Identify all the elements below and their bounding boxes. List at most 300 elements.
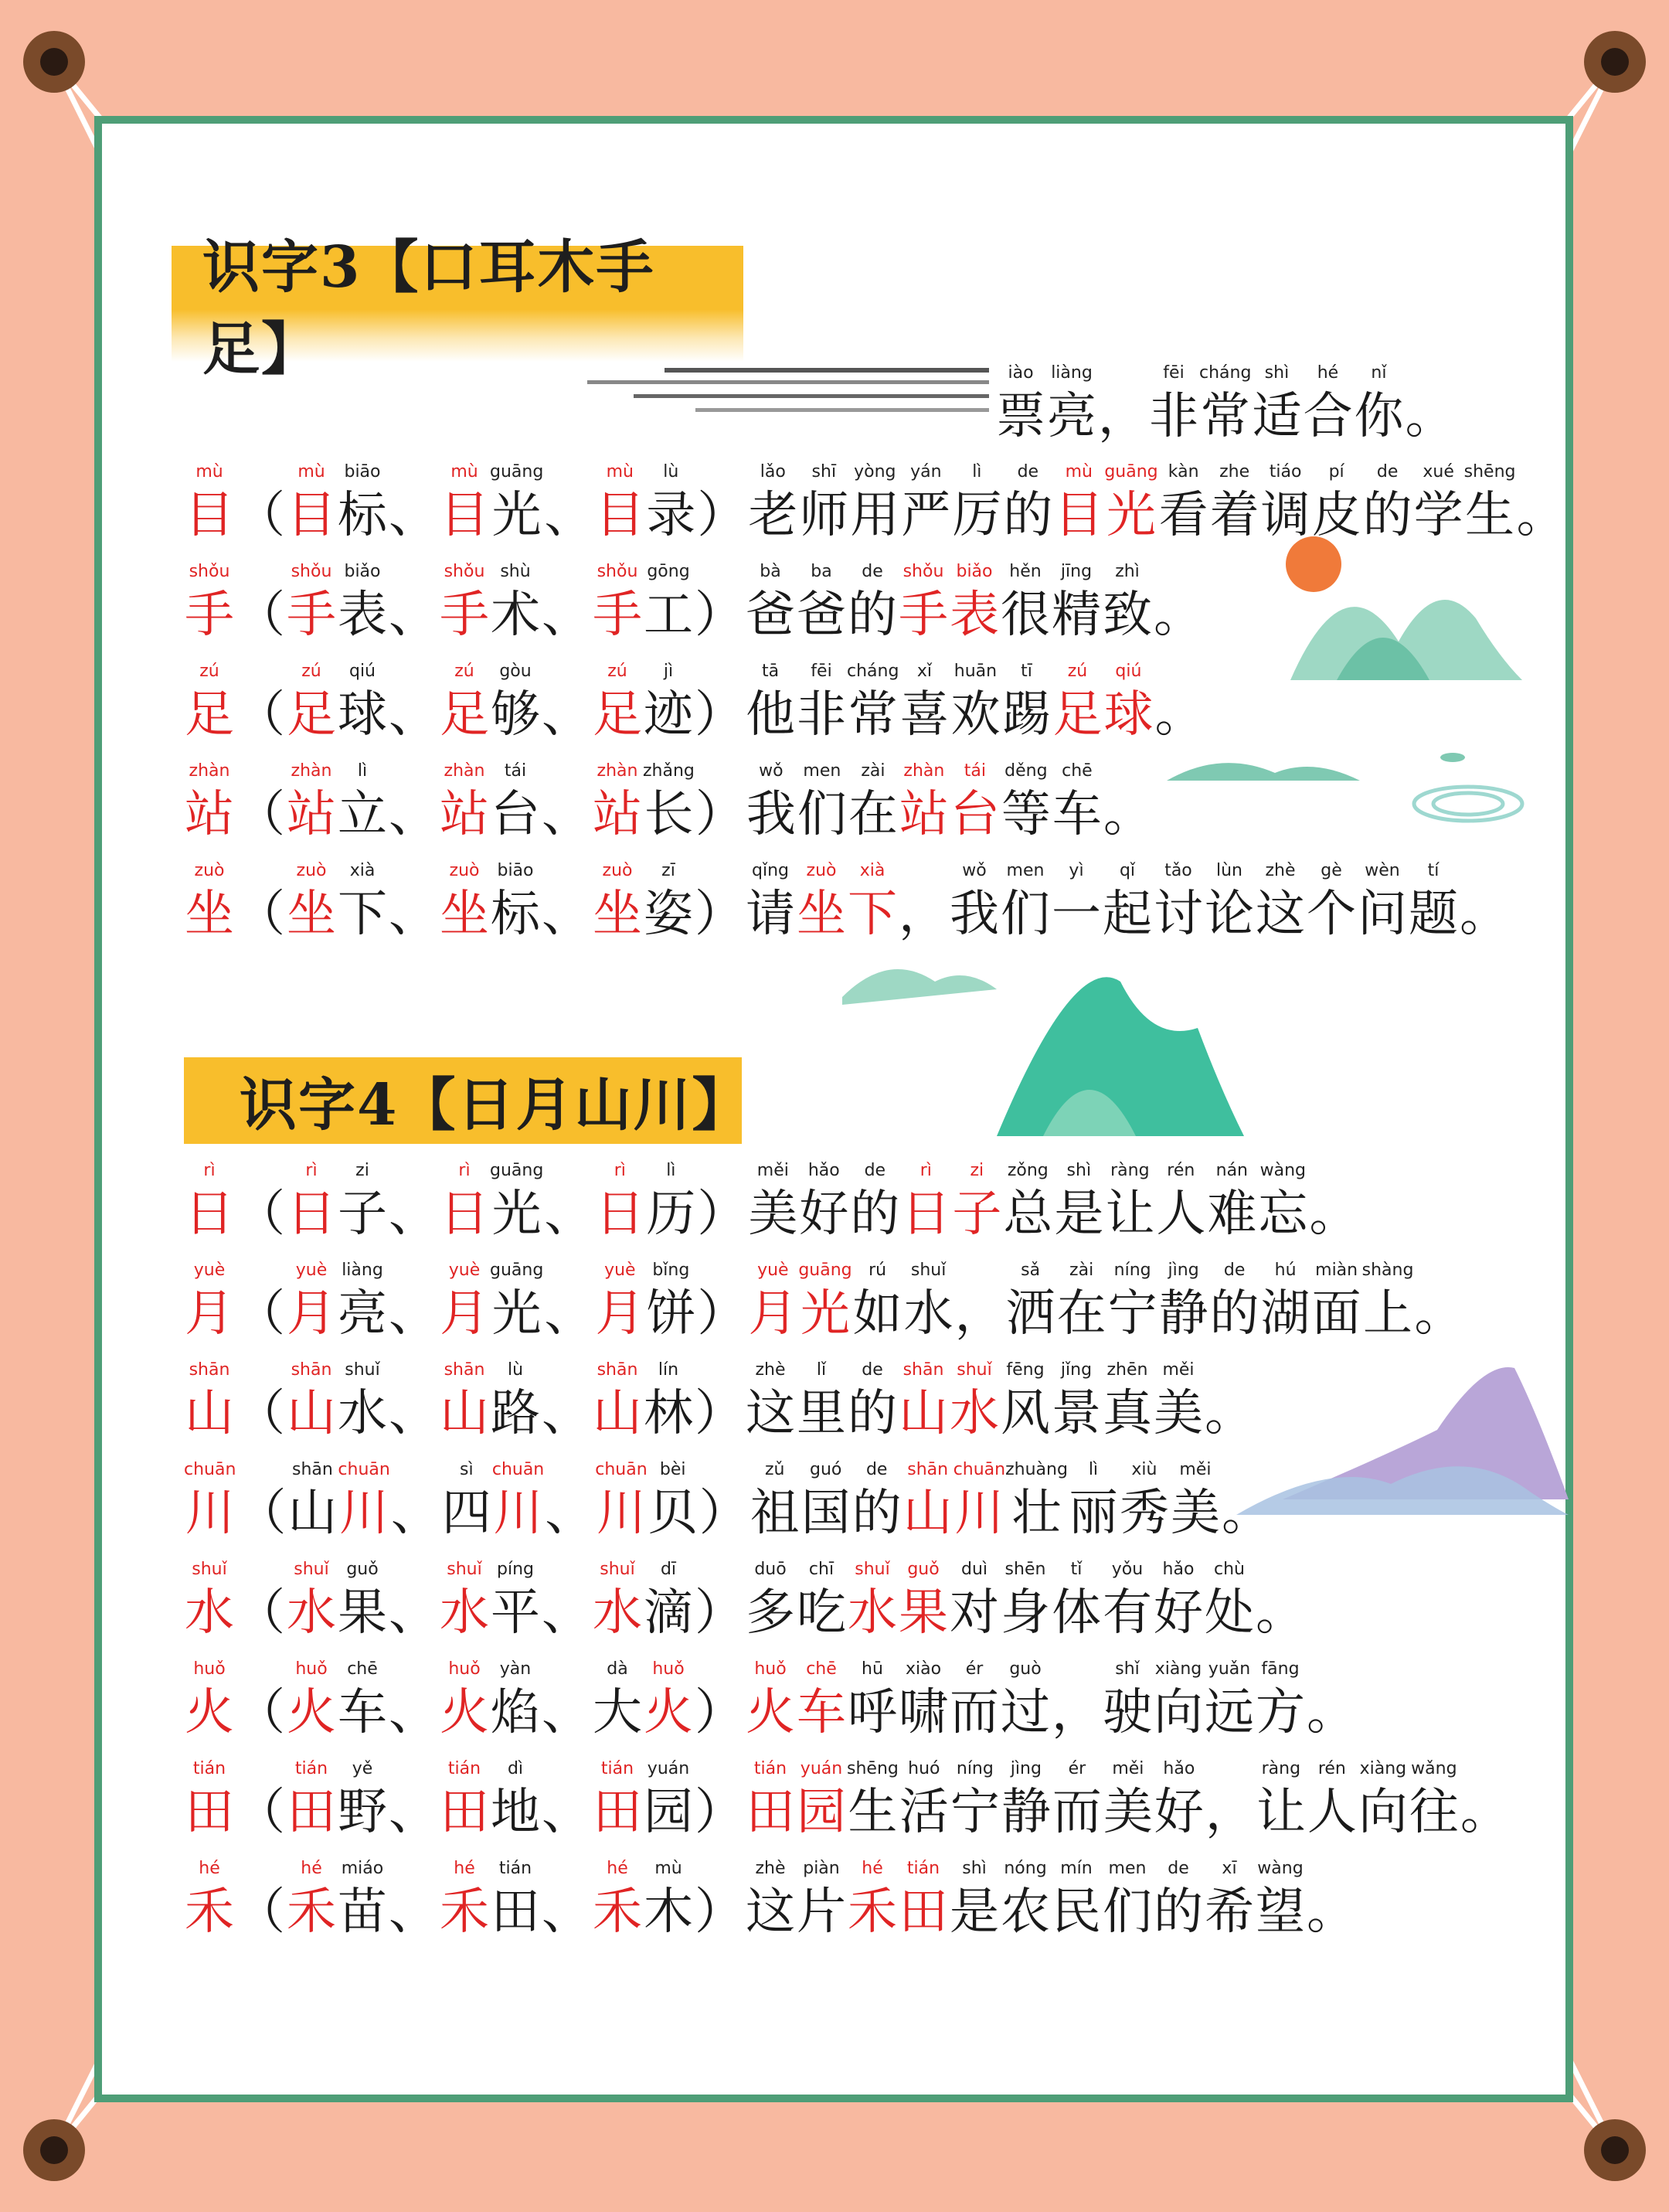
hanzi-char: ） — [695, 686, 744, 744]
pinyin-label: zú — [1067, 662, 1088, 681]
pinyin-label: de — [1017, 462, 1039, 482]
character-with-pinyin — [1102, 1558, 1153, 1645]
punctuation — [543, 1159, 594, 1246]
pinyin-label: zhēn — [1106, 1360, 1148, 1380]
hanzi-char: 着 — [1209, 487, 1259, 544]
vocab-row — [184, 1558, 1306, 1645]
hanzi-char: 、 — [389, 1684, 438, 1741]
pinyin-label: tián — [600, 1759, 634, 1778]
hanzi-char: 景 — [1052, 1385, 1101, 1442]
punctuation — [1459, 859, 1510, 946]
character-with-pinyin — [1260, 1259, 1311, 1346]
hanzi-char: 生 — [848, 1784, 898, 1841]
hanzi-char: 路 — [491, 1385, 540, 1442]
pinyin-label: yuè — [604, 1261, 636, 1280]
hanzi-char: 坐 — [797, 886, 846, 943]
hanzi-char: （ — [236, 1784, 285, 1841]
character-with-pinyin — [439, 859, 490, 946]
hanzi-char: 、 — [389, 587, 438, 644]
pinyin-label: ràng — [1261, 1759, 1301, 1778]
pinyin-label: huó — [908, 1759, 940, 1778]
pinyin-label: de — [865, 1460, 888, 1479]
character-with-pinyin — [490, 1658, 541, 1744]
punctuation — [235, 560, 286, 647]
character-with-pinyin — [492, 1458, 544, 1545]
punctuation — [1154, 660, 1205, 747]
hanzi-char: 而 — [950, 1684, 999, 1741]
character-with-pinyin — [1362, 1259, 1414, 1346]
character-with-pinyin — [900, 1159, 951, 1246]
pinyin-label: rì — [203, 1161, 216, 1180]
hanzi-char: 地 — [491, 1784, 540, 1841]
hanzi-char: 我 — [746, 786, 796, 843]
punctuation — [694, 1359, 745, 1445]
hanzi-char: 、 — [544, 1186, 594, 1243]
character-with-pinyin — [643, 560, 694, 647]
pinyin-label: qǐ — [1119, 861, 1136, 880]
character-with-pinyin — [951, 461, 1002, 547]
hanzi-char: 迹 — [644, 686, 693, 744]
hanzi-char: ， — [1052, 1684, 1101, 1741]
pinyin-label: wǒ — [759, 761, 784, 781]
hanzi-char: 希 — [1205, 1884, 1254, 1941]
character-with-pinyin — [1053, 461, 1104, 547]
pinyin-label: píng — [497, 1560, 534, 1579]
punctuation — [1306, 1857, 1357, 1944]
pinyin-label: shēng — [847, 1759, 899, 1778]
pinyin-label: yuè — [295, 1261, 328, 1280]
character-with-pinyin — [1170, 1458, 1221, 1545]
pinyin-label: jǐng — [1060, 1360, 1093, 1380]
hanzi-char: 川 — [596, 1485, 646, 1542]
character-with-pinyin — [337, 1259, 388, 1346]
hanzi-char: 等 — [1001, 786, 1051, 843]
pinyin-label: rén — [1317, 1759, 1346, 1778]
character-with-pinyin — [1051, 560, 1102, 647]
pinyin-label: zú — [199, 662, 219, 681]
character-with-pinyin — [1307, 1758, 1358, 1844]
hanzi-char: 台 — [950, 786, 1000, 843]
character-with-pinyin — [643, 1359, 694, 1445]
character-with-pinyin — [286, 859, 337, 946]
hanzi-char: 足 — [185, 686, 234, 744]
vocab-row — [184, 760, 1154, 846]
hanzi-char: 标 — [338, 487, 387, 544]
hanzi-char: 。 — [1414, 1285, 1464, 1343]
character-with-pinyin — [184, 1359, 235, 1445]
character-with-pinyin — [337, 461, 388, 547]
character-with-pinyin — [441, 1458, 492, 1545]
character-with-pinyin — [949, 1558, 1000, 1645]
punctuation — [541, 660, 592, 747]
hanzi-char: 大 — [593, 1684, 642, 1741]
hanzi-char: 田 — [491, 1884, 540, 1941]
character-with-pinyin — [439, 1857, 490, 1944]
pinyin-label: zhàn — [903, 761, 945, 781]
hanzi-char: 目 — [440, 487, 489, 544]
pinyin-label: shǒu — [291, 562, 332, 581]
hanzi-char: 湖 — [1260, 1285, 1310, 1343]
pinyin-label: jìng — [1010, 1759, 1042, 1778]
character-with-pinyin — [1052, 660, 1103, 747]
punctuation — [235, 660, 286, 747]
hanzi-char: 、 — [542, 1884, 591, 1941]
character-with-pinyin — [439, 1359, 490, 1445]
pinyin-label: hěn — [1009, 562, 1042, 581]
punctuation — [388, 1159, 439, 1246]
character-with-pinyin — [745, 560, 796, 647]
character-with-pinyin — [1102, 560, 1153, 647]
pinyin-label: mù — [297, 462, 325, 482]
character-with-pinyin — [1362, 461, 1413, 547]
hanzi-char: 学 — [1413, 487, 1463, 544]
hanzi-char: 。 — [1154, 686, 1205, 744]
character-with-pinyin — [950, 760, 1001, 846]
hanzi-char: 爸 — [797, 587, 846, 644]
character-with-pinyin — [899, 1758, 950, 1844]
pinyin-label: duō — [754, 1560, 787, 1579]
hanzi-char: 的 — [1003, 487, 1053, 544]
hanzi-char: 、 — [542, 587, 591, 644]
pinyin-label: shǒu — [444, 562, 485, 581]
character-with-pinyin — [847, 1558, 898, 1645]
pinyin-label: zǒng — [1007, 1161, 1049, 1180]
hanzi-char: 标 — [491, 886, 540, 943]
pinyin-label: huǒ — [754, 1659, 787, 1679]
pinyin-label: tián — [294, 1759, 328, 1778]
pinyin-label: guāng — [490, 1161, 544, 1180]
character-with-pinyin — [951, 1159, 1002, 1246]
hanzi-char: 美 — [1154, 1385, 1203, 1442]
hanzi-char: 向 — [1358, 1784, 1408, 1841]
hanzi-char: 禾 — [848, 1884, 897, 1941]
hanzi-char: 静 — [1001, 1784, 1051, 1841]
hanzi-char: 姿 — [644, 886, 693, 943]
hanzi-char: 录 — [646, 487, 696, 544]
character-with-pinyin — [592, 1857, 643, 1944]
hanzi-char: 踢 — [1001, 686, 1052, 744]
pinyin-label: mù — [1065, 462, 1093, 482]
motion-lines-decoration — [433, 363, 1004, 425]
punctuation — [694, 1758, 745, 1844]
character-with-pinyin — [847, 1758, 899, 1844]
hanzi-char: 台 — [491, 786, 540, 843]
green-mountain-illustration — [842, 935, 1244, 1144]
pinyin-label: chuān — [595, 1460, 648, 1479]
hanzi-char: 多 — [746, 1584, 795, 1642]
punctuation — [541, 1558, 592, 1645]
pinyin-label: wàng — [1259, 1161, 1306, 1180]
hanzi-char: 川 — [339, 1485, 389, 1542]
hanzi-char: 水 — [848, 1584, 897, 1642]
hanzi-char: 的 — [851, 1485, 902, 1542]
pinyin-label: chuān — [491, 1460, 545, 1479]
character-with-pinyin — [337, 1159, 388, 1246]
hanzi-char: 国 — [801, 1485, 851, 1542]
hanzi-char: 火 — [185, 1684, 234, 1741]
pinyin-label: wàng — [1257, 1859, 1304, 1878]
pinyin-label: shān — [907, 1460, 949, 1479]
character-with-pinyin — [439, 560, 490, 647]
character-with-pinyin — [184, 1758, 235, 1844]
pinyin-label: biāo — [344, 462, 381, 482]
hanzi-char: 水 — [287, 1584, 336, 1642]
character-with-pinyin — [439, 1658, 490, 1744]
character-with-pinyin — [1000, 859, 1051, 946]
hanzi-char: 水 — [185, 1584, 234, 1642]
character-with-pinyin — [490, 560, 541, 647]
pinyin-label: shǒu — [189, 562, 230, 581]
character-with-pinyin — [851, 1458, 902, 1545]
hanzi-char: 农 — [1001, 1884, 1050, 1941]
pinyin-label: gōng — [647, 562, 690, 581]
punctuation — [235, 1259, 286, 1346]
pinyin-label: zú — [607, 662, 627, 681]
punctuation — [954, 1259, 1005, 1346]
pinyin-label: yuán — [647, 1759, 690, 1778]
character-with-pinyin — [1046, 362, 1097, 448]
pinyin-label: shān — [444, 1360, 485, 1380]
hanzi-char: 好 — [799, 1186, 849, 1243]
hanzi-char: 在 — [848, 786, 898, 843]
pinyin-label: rú — [868, 1261, 887, 1280]
character-with-pinyin — [643, 760, 695, 846]
pinyin-label: hǎo — [1163, 1759, 1195, 1778]
pinyin-label: shuǐ — [192, 1560, 227, 1579]
pinyin-label: gè — [1321, 861, 1342, 880]
hanzi-char: 体 — [1052, 1584, 1101, 1642]
hanzi-char: 子 — [952, 1186, 1002, 1243]
pinyin-label: lǎo — [760, 462, 786, 482]
hanzi-char: 的 — [848, 1385, 897, 1442]
section-title: 识字4【日月山川】 — [184, 1057, 742, 1144]
hanzi-char: 平 — [491, 1584, 540, 1642]
hanzi-char: 站 — [593, 786, 642, 843]
hanzi-char: 坐 — [440, 886, 489, 943]
pinyin-label: liàng — [1051, 363, 1093, 383]
hanzi-char: 车 — [338, 1684, 387, 1741]
vocab-row — [184, 1857, 1357, 1944]
vocab-row — [184, 1259, 1464, 1346]
hanzi-char: 。 — [1460, 886, 1509, 943]
pinyin-label: zi — [355, 1161, 369, 1180]
hanzi-char: （ — [236, 1884, 285, 1941]
hanzi-char: 这 — [1256, 886, 1305, 943]
character-with-pinyin — [592, 859, 643, 946]
hanzi-char: 田 — [899, 1884, 948, 1941]
character-with-pinyin — [1153, 1359, 1204, 1445]
character-with-pinyin — [953, 1458, 1005, 1545]
character-with-pinyin — [184, 760, 235, 846]
pinyin-label: hé — [454, 1859, 475, 1878]
character-with-pinyin — [592, 660, 643, 747]
hanzi-char: 田 — [440, 1784, 489, 1841]
hanzi-char: 、 — [389, 1784, 438, 1841]
character-with-pinyin — [643, 859, 694, 946]
hanzi-char: 光 — [491, 1186, 542, 1243]
hanzi-char: 个 — [1307, 886, 1356, 943]
pinyin-label: fēi — [1163, 363, 1185, 383]
vocab-row — [184, 1159, 1359, 1246]
pinyin-label: tián — [498, 1859, 532, 1878]
character-with-pinyin — [1000, 1857, 1051, 1944]
character-with-pinyin — [747, 1159, 798, 1246]
punctuation — [235, 1658, 286, 1744]
hanzi-char: 亮 — [1047, 388, 1096, 445]
character-with-pinyin — [337, 1658, 388, 1744]
pinyin-label: zhì — [1115, 562, 1140, 581]
character-with-pinyin — [490, 1159, 543, 1246]
pinyin-label: gòu — [499, 662, 532, 681]
pinyin-label: de — [864, 1161, 886, 1180]
hanzi-char: 手 — [287, 587, 336, 644]
pinyin-label: zuò — [194, 861, 225, 880]
pinyin-label: zhàn — [444, 761, 485, 781]
hanzi-char: 丽 — [1068, 1485, 1118, 1542]
pinyin-label: shān — [189, 1360, 230, 1380]
punctuation — [235, 1558, 286, 1645]
punctuation — [390, 1458, 441, 1545]
hanzi-char: 调 — [1260, 487, 1310, 544]
hanzi-char: 火 — [746, 1684, 795, 1741]
pinyin-label: lì — [1088, 1460, 1099, 1479]
pinyin-label: yuè — [448, 1261, 481, 1280]
pinyin-label: de — [862, 562, 883, 581]
hanzi-char: 目 — [1054, 487, 1104, 544]
hanzi-char: 有 — [1103, 1584, 1152, 1642]
hanzi-char: 禾 — [185, 1884, 234, 1941]
pinyin-label: shuǐ — [345, 1360, 380, 1380]
hanzi-char: （ — [236, 1584, 285, 1642]
punctuation — [541, 1359, 592, 1445]
character-with-pinyin — [1103, 660, 1154, 747]
pinyin-label: tái — [504, 761, 527, 781]
character-with-pinyin — [949, 1359, 1000, 1445]
pinyin-label: miàn — [1315, 1261, 1358, 1280]
character-with-pinyin — [1302, 362, 1353, 448]
punctuation — [388, 660, 439, 747]
punctuation — [1404, 362, 1455, 448]
character-with-pinyin — [1357, 859, 1408, 946]
punctuation — [1097, 362, 1148, 448]
hanzi-char: 日 — [901, 1186, 951, 1243]
pinyin-label: biǎo — [956, 562, 993, 581]
character-with-pinyin — [1353, 362, 1404, 448]
vocab-row — [184, 1458, 1272, 1545]
pinyin-label: fēi — [811, 662, 832, 681]
hanzi-char: 的 — [1209, 1285, 1259, 1343]
pinyin-label: liàng — [342, 1261, 383, 1280]
hanzi-char: 壮 — [1011, 1485, 1062, 1542]
character-with-pinyin — [1256, 1758, 1307, 1844]
hanzi-char: 山 — [593, 1385, 642, 1442]
pinyin-label: men — [1006, 861, 1045, 880]
punctuation — [699, 1458, 750, 1545]
pinyin-label: huǒ — [448, 1659, 481, 1679]
pinyin-label: lù — [663, 462, 679, 482]
character-with-pinyin — [1199, 362, 1251, 448]
hanzi-char: 站 — [440, 786, 489, 843]
pinyin-label: děng — [1004, 761, 1048, 781]
punctuation — [388, 461, 439, 547]
hanzi-char: 焰 — [491, 1684, 540, 1741]
pinyin-label: lì — [666, 1161, 676, 1180]
pinyin-label: shì — [1264, 363, 1290, 383]
hanzi-char: 山 — [287, 1485, 338, 1542]
hanzi-char: 秀 — [1119, 1485, 1169, 1542]
hanzi-char: 月 — [185, 1285, 234, 1343]
character-with-pinyin — [847, 1857, 898, 1944]
character-with-pinyin — [490, 1558, 541, 1645]
hanzi-char: 光 — [1106, 487, 1156, 544]
pinyin-label: lì — [357, 761, 368, 781]
punctuation — [694, 1558, 745, 1645]
character-with-pinyin — [1002, 461, 1053, 547]
character-with-pinyin — [1052, 1758, 1103, 1844]
hanzi-char: 远 — [1205, 1684, 1254, 1741]
character-with-pinyin — [1052, 760, 1103, 846]
hanzi-char: 日 — [185, 1186, 234, 1243]
character-with-pinyin — [1104, 461, 1157, 547]
pinyin-label: jīng — [1060, 562, 1093, 581]
hanzi-char: 田 — [287, 1784, 336, 1841]
character-with-pinyin — [849, 461, 900, 547]
punctuation — [1221, 1458, 1272, 1545]
pinyin-label: duì — [960, 1560, 988, 1579]
character-with-pinyin — [1251, 362, 1302, 448]
hanzi-char: 人 — [1307, 1784, 1357, 1841]
pinyin-label: biāo — [497, 861, 534, 880]
pinyin-label: shuǐ — [600, 1560, 635, 1579]
pinyin-label: hǎo — [1162, 1560, 1195, 1579]
hanzi-char: 美 — [1103, 1784, 1153, 1841]
character-with-pinyin — [1001, 760, 1052, 846]
character-with-pinyin — [439, 1259, 490, 1346]
hanzi-char: 常 — [848, 686, 898, 744]
punctuation — [235, 1758, 286, 1844]
pinyin-label: ér — [965, 1659, 984, 1679]
character-with-pinyin — [902, 1458, 953, 1545]
hanzi-char: 请 — [746, 886, 795, 943]
hanzi-char: 四 — [441, 1485, 491, 1542]
pinyin-label: chē — [1062, 761, 1093, 781]
character-with-pinyin — [1358, 1758, 1409, 1844]
hanzi-char: 月 — [440, 1285, 489, 1343]
pinyin-label: fāng — [1261, 1659, 1300, 1679]
hanzi-char: 、 — [389, 487, 438, 544]
pinyin-label: yòng — [854, 462, 896, 482]
character-with-pinyin — [898, 1658, 949, 1744]
character-with-pinyin — [898, 560, 949, 647]
character-with-pinyin — [1056, 1259, 1107, 1346]
pinyin-label: ràng — [1110, 1161, 1150, 1180]
hanzi-char: 。 — [1154, 587, 1203, 644]
hanzi-char: ） — [695, 587, 744, 644]
hanzi-char: 山 — [899, 1385, 948, 1442]
pinyin-label: shǐ — [1115, 1659, 1140, 1679]
pinyin-label: hū — [862, 1659, 883, 1679]
character-with-pinyin — [490, 1359, 541, 1445]
nail-icon — [1582, 29, 1647, 94]
hanzi-char: 民 — [1052, 1884, 1101, 1941]
character-with-pinyin — [490, 760, 541, 846]
hanzi-char: 非 — [1149, 388, 1198, 445]
hanzi-char: 们 — [1001, 886, 1050, 943]
hanzi-char: 方 — [1256, 1684, 1305, 1741]
character-with-pinyin — [1102, 859, 1153, 946]
pinyin-label: zhàn — [597, 761, 638, 781]
hanzi-char: 木 — [644, 1884, 693, 1941]
